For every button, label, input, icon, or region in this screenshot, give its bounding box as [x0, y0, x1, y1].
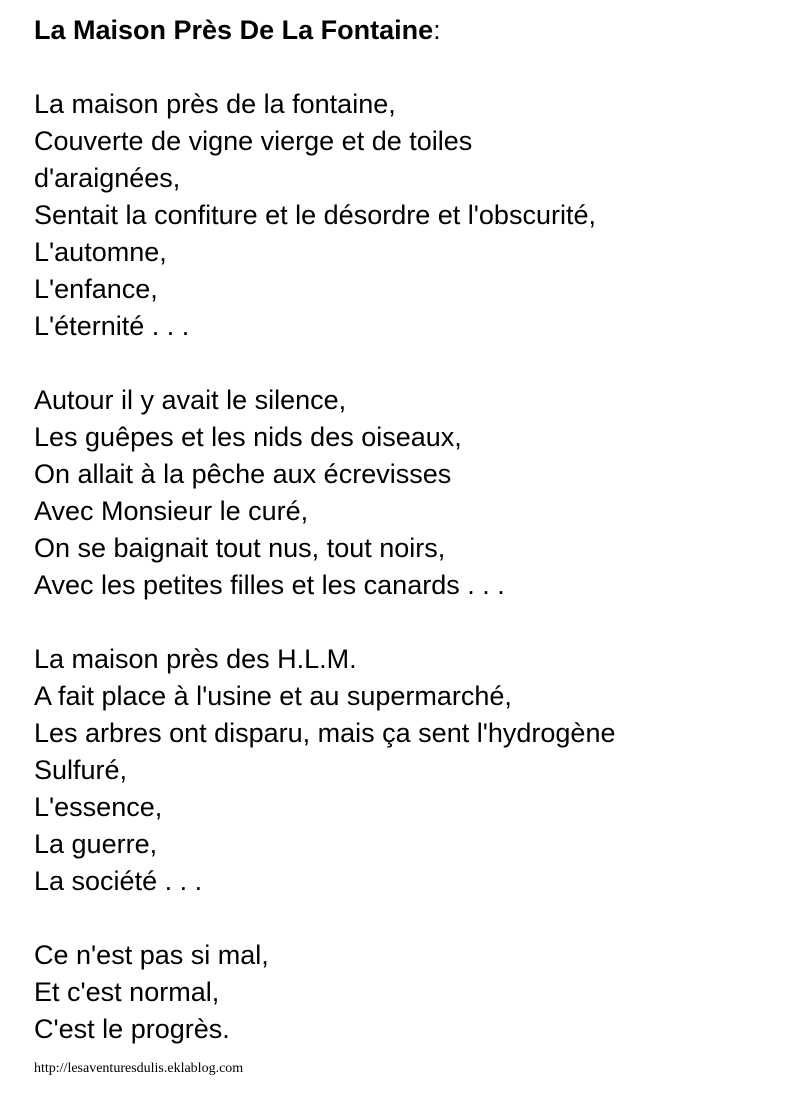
stanza-2 — [34, 382, 784, 604]
stanza-3 — [34, 641, 784, 900]
verse-line: Autour il y avait le silence, — [34, 385, 347, 415]
verse-line: La société . . . — [34, 866, 203, 896]
stanza-1 — [34, 86, 784, 345]
verse-line: Sentait la confiture et le désordre et l'obscurité, — [34, 200, 596, 230]
verse-line: Et c'est normal, — [34, 977, 220, 1007]
verse-line: L'éternité . . . — [34, 311, 190, 341]
verse-line: L'enfance, — [34, 274, 158, 304]
poem-page — [34, 12, 784, 1048]
verse-line: La maison près de la fontaine, — [34, 89, 396, 119]
poem-title-line — [34, 12, 784, 49]
verse-line: Les guêpes et les nids des oiseaux, — [34, 422, 462, 452]
verse-line: C'est le progrès. — [34, 1014, 230, 1044]
verse-line: Couverte de vigne vierge et de toiles — [34, 126, 473, 156]
poem-title: La Maison Près De La Fontaine — [34, 15, 434, 45]
verse-line: Sulfuré, — [34, 755, 128, 785]
verse-line: La guerre, — [34, 829, 158, 859]
verse-line: On allait à la pêche aux écrevisses — [34, 459, 452, 489]
verse-line: Les arbres ont disparu, mais ça sent l'hydrogène — [34, 718, 616, 748]
verse-line: Avec les petites filles et les canards . . . — [34, 570, 505, 600]
verse-line: On se baignait tout nus, tout noirs, — [34, 533, 446, 563]
verse-line: La maison près des H.L.M. — [34, 644, 357, 674]
verse-line: L'essence, — [34, 792, 163, 822]
poem-title-colon: : — [433, 15, 441, 45]
stanza-4 — [34, 937, 784, 1048]
source-url: http://lesaventuresdulis.eklablog.com — [34, 1061, 244, 1076]
verse-line: A fait place à l'usine et au supermarché, — [34, 681, 512, 711]
verse-line: Avec Monsieur le curé, — [34, 496, 309, 526]
verse-line: Ce n'est pas si mal, — [34, 940, 269, 970]
verse-line: d'araignées, — [34, 163, 181, 193]
verse-line: L'automne, — [34, 237, 167, 267]
